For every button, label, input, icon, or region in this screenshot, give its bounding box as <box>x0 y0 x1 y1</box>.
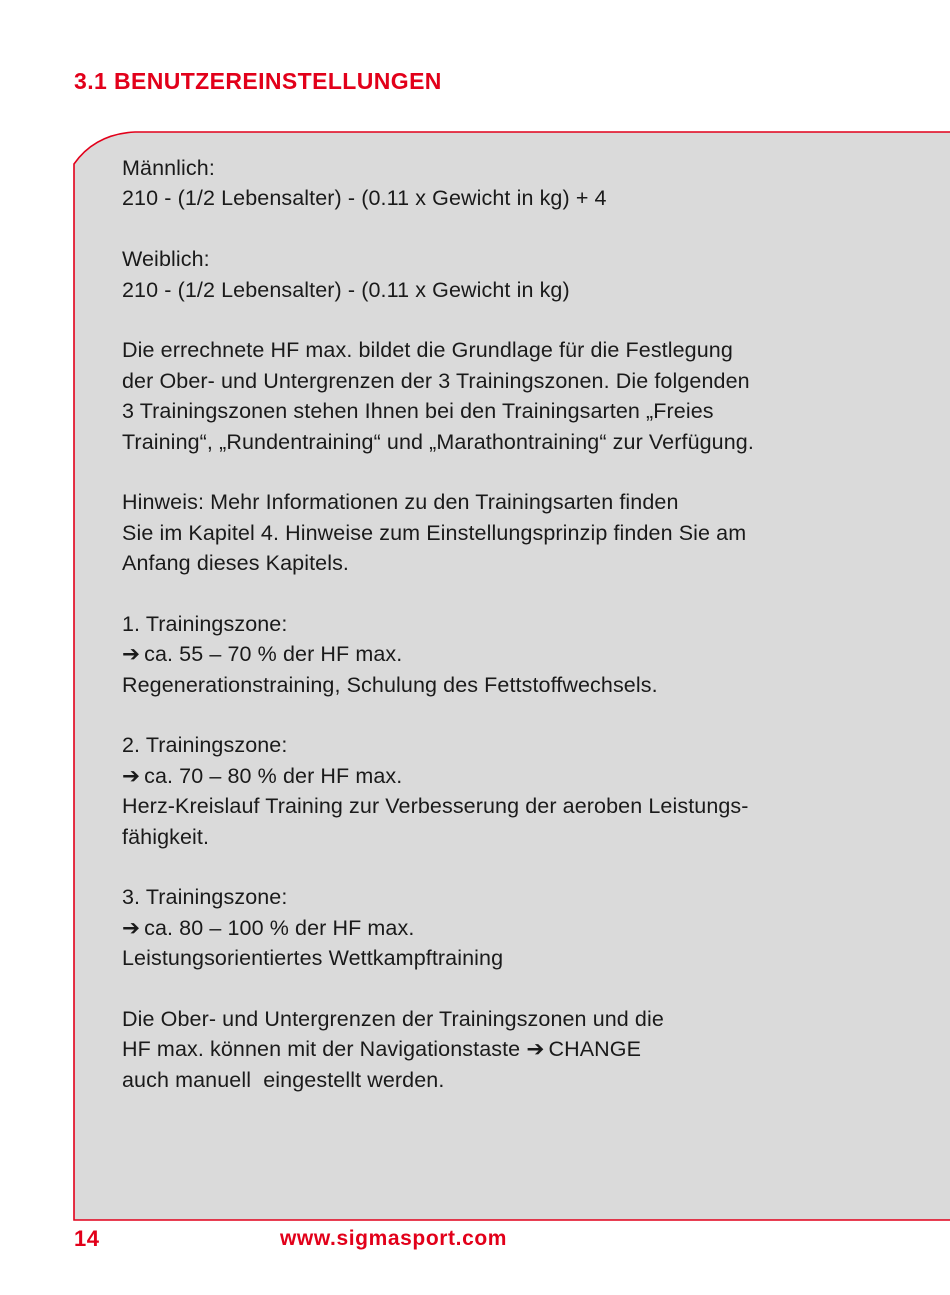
zone-2-range <box>122 761 862 791</box>
zone-2-description: Herz-Kreislauf Training zur Verbesserung der aeroben Leistungs- <box>122 794 749 819</box>
zone-3-range-text: ca. 80 – 100 % der HF max. <box>144 915 415 940</box>
male-label: Männlich: <box>122 156 215 180</box>
closing-line: auch manuell eingestellt werden. <box>122 1067 445 1092</box>
hint-line: Sie im Kapitel 4. Hinweise zum Einstellungsprinzip finden Sie am <box>122 520 747 545</box>
female-formula: 210 - (1/2 Lebensalter) - (0.11 x Gewicht in kg) <box>122 277 570 302</box>
right-arrow-icon: ➔ <box>122 763 141 788</box>
section-heading: 3.1 BENUTZEREINSTELLUNGEN <box>74 68 442 94</box>
female-label: Weiblich: <box>122 247 210 272</box>
paragraph-line: 3 Trainingszonen stehen Ihnen bei den Trainingsarten „Freies <box>122 399 714 424</box>
right-arrow-icon: ➔ <box>122 642 141 667</box>
zone-3-title: 3. Trainingszone: <box>122 885 288 910</box>
zone-1-range-text: ca. 55 – 70 % der HF max. <box>144 642 403 667</box>
zone-3-range <box>122 913 862 943</box>
zone-1-title: 1. Trainingszone: <box>122 611 288 636</box>
zone-2-description: fähigkeit. <box>122 824 210 849</box>
content-text <box>122 153 862 1095</box>
hint-line: Hinweis: Mehr Informationen zu den Trainingsarten finden <box>122 490 679 515</box>
zone-2-range-text: ca. 70 – 80 % der HF max. <box>144 763 403 788</box>
zone-3-description: Leistungsorientiertes Wettkampftraining <box>122 946 504 971</box>
paragraph-line: der Ober- und Untergrenzen der 3 Trainingszonen. Die folgenden <box>122 368 750 393</box>
right-arrow-icon: ➔ <box>122 915 141 940</box>
zone-1-description: Regenerationstraining, Schulung des Fettstoffwechsels. <box>122 672 658 697</box>
closing-line: Die Ober- und Untergrenzen der Trainingszonen und die <box>122 1006 664 1031</box>
closing-text: HF max. können mit der Navigationstaste <box>122 1037 521 1062</box>
page-number: 14 <box>74 1226 100 1251</box>
hint-line: Anfang dieses Kapitels. <box>122 551 349 576</box>
zone-1-range <box>122 639 862 669</box>
change-keyword: CHANGE <box>548 1037 642 1062</box>
right-arrow-icon: ➔ <box>526 1037 545 1062</box>
male-formula: 210 - (1/2 Lebensalter) - (0.11 x Gewicht in kg) + 4 <box>122 186 607 211</box>
paragraph-line: Die errechnete HF max. bildet die Grundlage für die Festlegung <box>122 338 733 363</box>
website-link[interactable]: www.sigmasport.com <box>280 1227 508 1250</box>
paragraph-line: Training“, „Rundentraining“ und „Marathontraining“ zur Verfügung. <box>122 429 754 454</box>
zone-2-title: 2. Trainingszone: <box>122 733 288 758</box>
closing-line <box>122 1034 862 1064</box>
